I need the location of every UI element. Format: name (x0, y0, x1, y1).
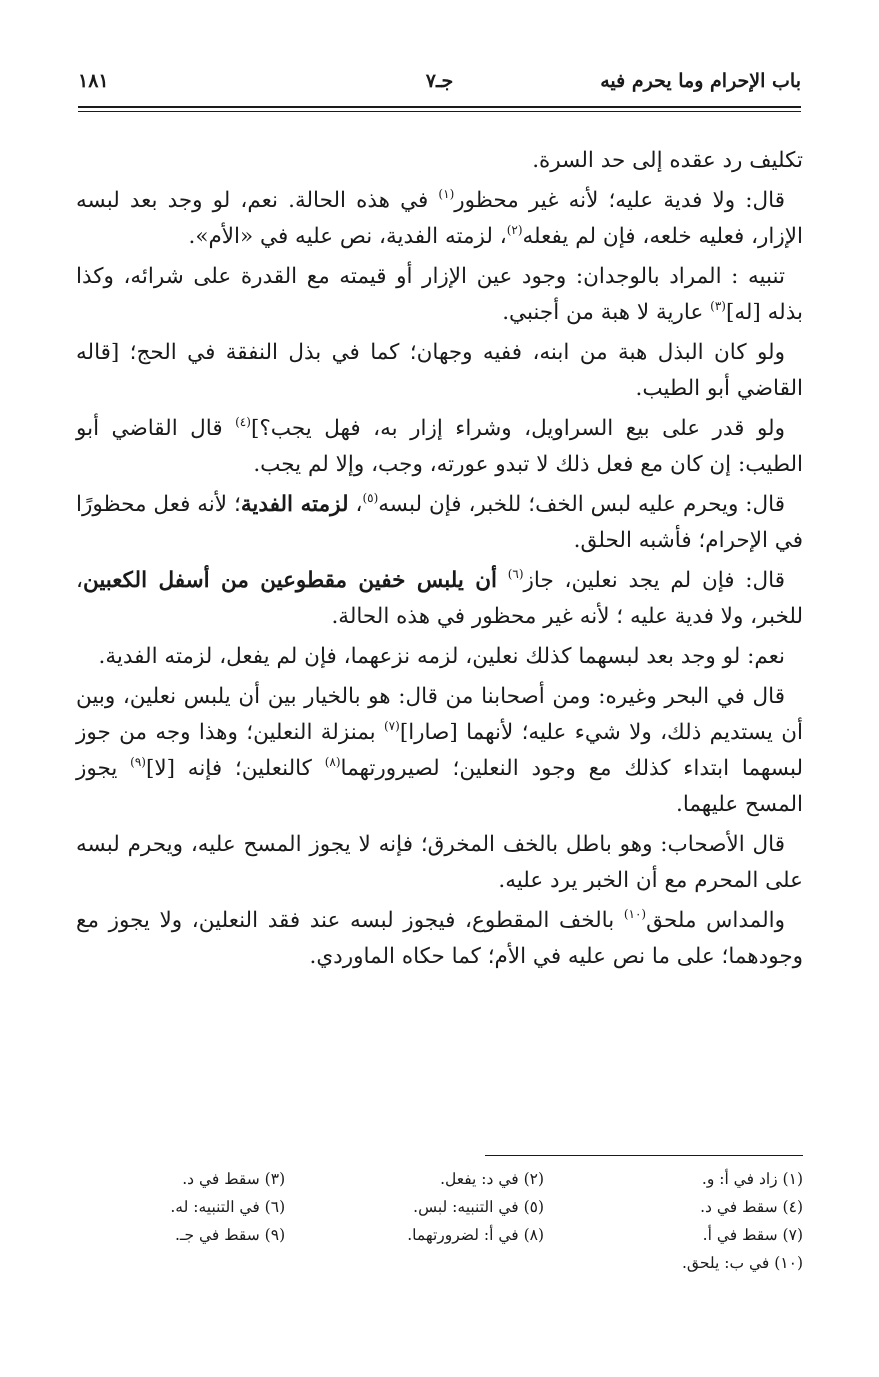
footnote-7: (٧) سقط في أ. (702, 1226, 803, 1244)
footnote-ref-9[interactable]: (٩) (130, 755, 146, 769)
footnote-4: (٤) سقط في د. (700, 1198, 803, 1216)
paragraph-4: ولو كان البذل هبة من ابنه، ففيه وجهان؛ كما في بذل النفقة في الحج؛ [قاله القاضي أبو الطيب. (76, 340, 803, 401)
paragraph-3: تنبيه : المراد بالوجدان: وجود عين الإزار أو قيمته مع القدرة على شرائه، وكذا بذله [له]$^{(٣)}$ عارية لا هبة من أجنبي. (76, 264, 803, 325)
footnote-ref-4[interactable]: (٤) (235, 415, 251, 429)
header-rule-thick (78, 106, 801, 108)
footnote-row (76, 1249, 803, 1277)
footnote-row (76, 1221, 803, 1249)
footnotes (76, 1165, 803, 1277)
main-text (76, 143, 803, 979)
paragraph-6: قال: ويحرم عليه لبس الخف؛ للخبر، فإن لبسه$^{(٥)}$، لزمته الفدية؛ لأنه فعل محظورًا في الإحرام؛ فأشبه الحلق. (76, 491, 803, 553)
paragraph-5: ولو قدر على بيع السراويل، وشراء إزار به، فهل يجب؟]$^{(٤)}$ قال القاضي أبو الطيب: إن كان مع فعل ذلك لا تبدو عورته، وجب، وإلا لم يجب. (76, 415, 803, 477)
paragraph-1: تكليف رد عقده إلى حد السرة. (532, 148, 803, 173)
footnote-3: (٣) سقط في د. (182, 1170, 286, 1188)
header-rule-thin (78, 111, 801, 112)
chapter-title: باب الإحرام وما يحرم فيه (600, 70, 801, 92)
footnote-separator (485, 1155, 803, 1156)
footnote-2: (٢) في د: يفعل. (440, 1170, 545, 1188)
footnote-ref-6[interactable]: (٦) (507, 567, 524, 581)
footnote-ref-7[interactable]: (٧) (383, 719, 400, 733)
paragraph-7: قال: فإن لم يجد نعلين، جاز$^{(٦)}$ أن يلبس خفين مقطوعين من أسفل الكعبين، للخبر، ولا فدية عليه ؛ لأنه غير محظور في هذه الحالة. (76, 567, 803, 629)
footnote-ref-10[interactable]: (١٠) (623, 907, 647, 921)
footnote-ref-8[interactable]: (٨) (324, 755, 341, 769)
running-header (78, 70, 801, 110)
page-number: ١٨١ (78, 70, 109, 92)
footnote-10: (١٠) في ب: يلحق. (682, 1254, 803, 1272)
footnote-ref-5[interactable]: (٥) (362, 491, 379, 505)
paragraph-9: قال في البحر وغيره: ومن أصحابنا من قال: هو بالخيار بين أن يلبس نعلين، وبين أن يستديم ذلك، ولا شيء عليه؛ لأنهما [صارا]$^{(٧)}$ بمنزلة النعلين؛ وهذا وجه من جوز لبسهما ابتداء كذلك مع وجود النعلين؛ لصيرورتهما$^{(٨)}$ كالنعلين؛ فإنه [لا]$^{(٩)}$ يجوز المسح عليهما. (76, 684, 803, 817)
footnote-5: (٥) في التنبيه: لبس. (413, 1198, 545, 1216)
volume-label: جـ٧ (425, 70, 454, 92)
footnote-9: (٩) سقط في جـ. (174, 1226, 286, 1244)
footnote-ref-3[interactable]: (٣) (710, 299, 726, 313)
footnote-6: (٦) في التنبيه: له. (170, 1198, 286, 1216)
paragraph-2: قال: ولا فدية عليه؛ لأنه غير محظور$^{(١)}$ في هذه الحالة. نعم، لو وجد بعد لبسه الإزار، فعليه خلعه، فإن لم يفعله$^{(٢)}$، لزمته الفدية، نص عليه في «الأم». (76, 187, 803, 249)
footnote-8: (٨) في أ: لضرورتهما. (407, 1226, 545, 1244)
paragraph-10: قال الأصحاب: وهو باطل بالخف المخرق؛ فإنه لا يجوز المسح عليه، ويحرم لبسه على المحرم مع أن الخبر يرد عليه. (76, 832, 803, 893)
paragraph-11: والمداس ملحق$^{(١٠)}$ بالخف المقطوع، فيجوز لبسه عند فقد النعلين، ولا يجوز مع وجودهما؛ على ما نص عليه في الأم؛ كما حكاه الماوردي. (76, 907, 803, 969)
footnote-row (76, 1193, 803, 1221)
footnote-row (76, 1165, 803, 1193)
footnote-1: (١) زاد في أ: و. (701, 1170, 803, 1188)
paragraph-8: نعم: لو وجد بعد لبسهما كذلك نعلين، لزمه نزعهما، فإن لم يفعل، لزمته الفدية. (98, 644, 785, 669)
footnote-ref-2[interactable]: (٢) (506, 223, 523, 237)
footnote-ref-1[interactable]: (١) (438, 187, 455, 201)
